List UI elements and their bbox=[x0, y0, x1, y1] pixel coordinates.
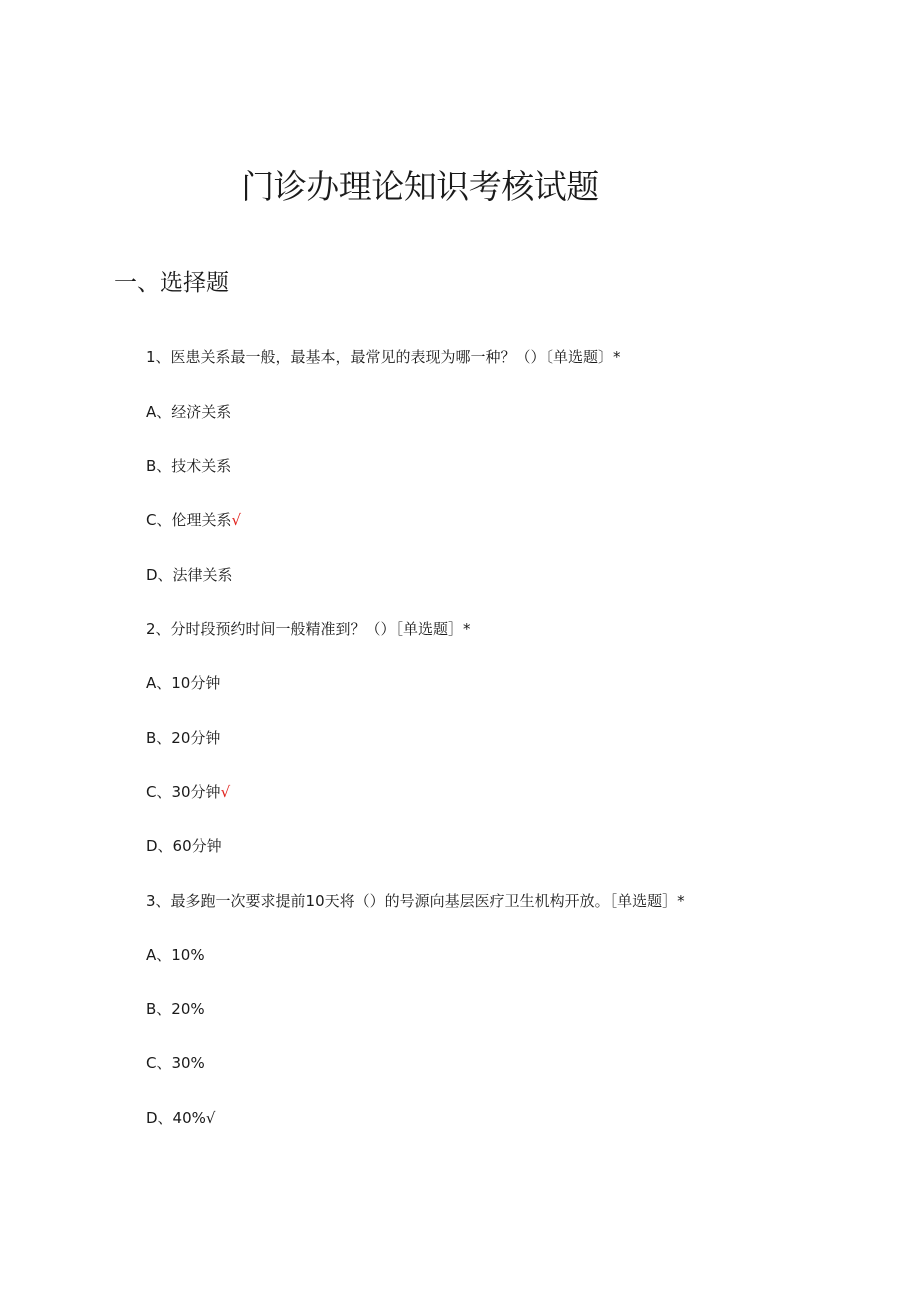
correct-answer-mark: √ bbox=[231, 511, 242, 529]
question-3-option-b bbox=[146, 997, 205, 1021]
question-2-option-a bbox=[146, 671, 220, 695]
question-1-option-c bbox=[146, 508, 241, 532]
option-label: B、20分钟 bbox=[146, 729, 221, 747]
option-label: D、60分钟 bbox=[146, 837, 222, 855]
question-2-option-d bbox=[146, 834, 222, 858]
question-2-option-b bbox=[146, 726, 220, 750]
option-label: A、10分钟 bbox=[146, 674, 221, 692]
question-1-option-a bbox=[146, 400, 231, 424]
question-3-text: 3、最多跑一次要求提前10天将（）的号源向基层医疗卫生机构开放。［单选题］* bbox=[146, 892, 685, 910]
option-label: C、伦理关系 bbox=[146, 511, 232, 529]
correct-answer-mark: √ bbox=[220, 783, 231, 801]
option-label: C、30% bbox=[146, 1054, 205, 1072]
question-1-text: 1、医患关系最一般，最基本，最常见的表现为哪一种？（）〔单选题〕* bbox=[146, 348, 621, 366]
option-label: A、10% bbox=[146, 946, 205, 964]
option-label: D、40% bbox=[146, 1109, 206, 1127]
correct-answer-mark: √ bbox=[205, 1109, 216, 1127]
option-label: D、法律关系 bbox=[146, 566, 233, 584]
section-heading: 一、选择题 bbox=[114, 270, 229, 296]
option-label: C、30分钟 bbox=[146, 783, 221, 801]
question-2-text: 2、分时段预约时间一般精准到？（）［单选题］* bbox=[146, 620, 471, 638]
question-3-option-a bbox=[146, 943, 205, 967]
question-1-option-b bbox=[146, 454, 231, 478]
option-label: B、20% bbox=[146, 1000, 205, 1018]
document-title: 门诊办理论知识考核试题 bbox=[241, 167, 599, 206]
option-label: B、技术关系 bbox=[146, 457, 232, 475]
question-2-option-c bbox=[146, 780, 230, 804]
question-3-option-c bbox=[146, 1051, 205, 1075]
question-3-option-d bbox=[146, 1106, 215, 1130]
question-1-option-d bbox=[146, 563, 233, 587]
option-label: A、经济关系 bbox=[146, 403, 232, 421]
